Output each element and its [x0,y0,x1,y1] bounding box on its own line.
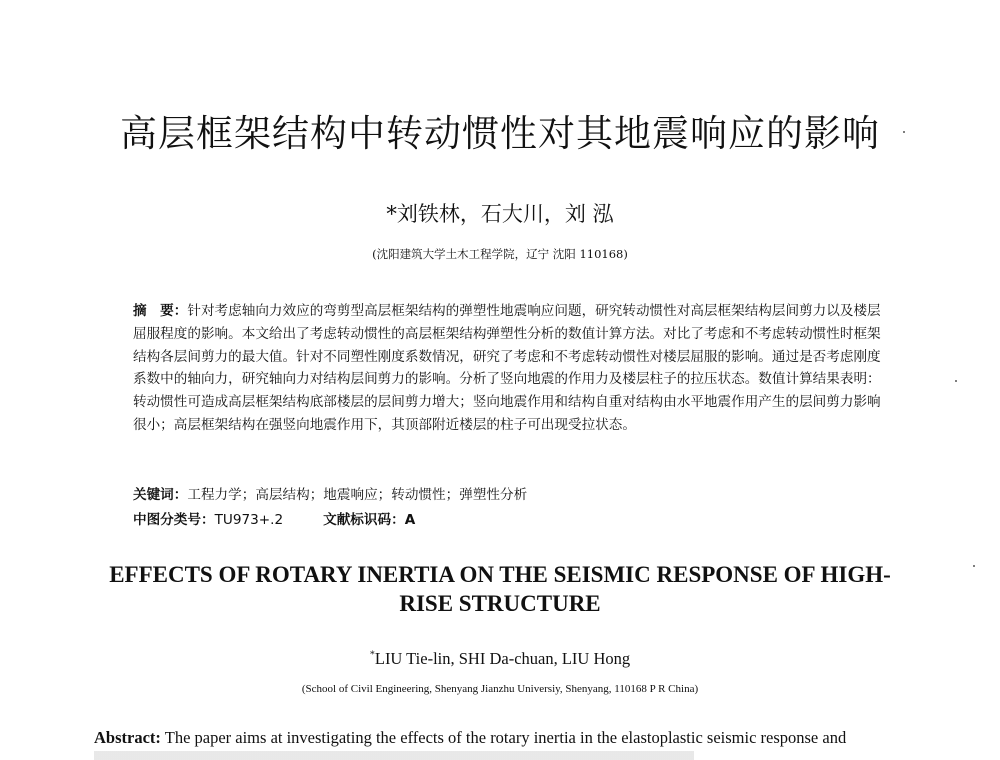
cut-off-text-line [94,751,694,760]
authors-chinese: *刘铁林，石大川，刘 泓 [386,202,614,226]
keywords-text-chinese: 工程力学；高层结构；地震响应；转动惯性；弹塑性分析 [187,487,528,503]
paper-title-english: EFFECTS OF ROTARY INERTIA ON THE SEISMIC RESPONSE OF HIGH-RISE STRUCTURE [109,562,891,616]
abstract-text-english: The paper aims at investigating the effects of the rotary inertia in the elastoplastic seismic response and [164,728,847,747]
authors-english-text: LIU Tie-lin, SHI Da-chuan, LIU Hong [374,649,631,668]
abstract-label-chinese: 摘 要： [133,303,188,319]
scan-speck [955,380,957,382]
authors-english [0,649,1000,669]
class-number-value: TU973+.2 [214,512,284,528]
corresponding-author-mark: * [369,649,375,661]
abstract-english [94,727,924,749]
affiliation-chinese: (沈阳建筑大学土木工程学院，辽宁 沈阳 110168) [372,247,628,261]
class-number-label: 中图分类号： [133,512,215,528]
document-code-label: 文献标识码： [323,512,405,528]
classification-line [133,508,889,528]
abstract-label-english: Abstract: [94,728,161,747]
abstract-text-chinese: 针对考虑轴向力效应的弯剪型高层框架结构的弹塑性地震响应问题，研究转动惯性对高层框架结构层间剪力以及楼层屈服程度的影响。本文给出了考虑转动惯性的高层框架结构弹塑性分析的数值计算方法。对比了考虑和不考虑转动惯性时框架结构各层间剪力的最大值。针对不同塑性刚度系数情况，研究了考虑和不考虑转动惯性对楼层屈服的影响。通过是否考虑刚度系数中的轴向力，研究轴向力对结构层间剪力的影响。分析了竖向地震的作用力及楼层柱子的拉压状态。数值计算结果表明：转动惯性可造成高层框架结构底部楼层的层间剪力增大；竖向地震作用和结构自重对结构由水平地震作用产生的层间剪力影响很小；高层框架结构在强竖向地震作用下，其顶部附近楼层的柱子可出现受拉状态。 [133,303,881,433]
document-code-value: A [404,512,416,528]
scan-speck [973,565,975,567]
keywords-chinese [133,483,889,503]
scan-speck [903,131,905,133]
keywords-label-chinese: 关键词： [133,487,188,503]
affiliation-english: (School of Civil Engineering, Shenyang Jianzhu Universiy, Shenyang, 110168 P R China) [301,683,699,695]
paper-title-chinese: 高层框架结构中转动惯性对其地震响应的影响 [120,112,880,155]
abstract-chinese [133,300,889,437]
